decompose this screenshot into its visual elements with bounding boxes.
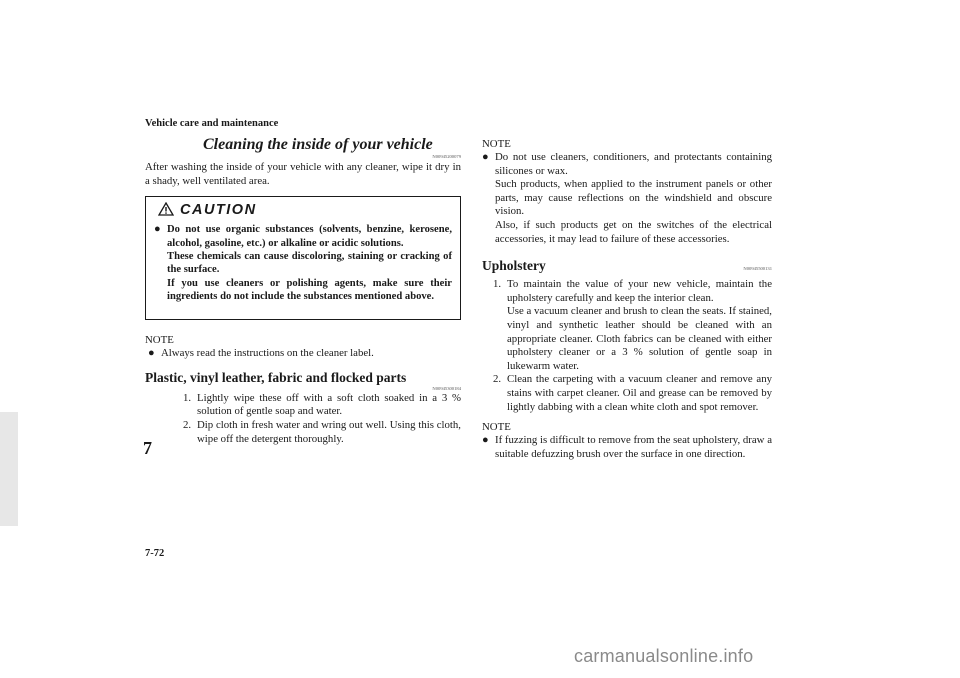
step-item [145, 419, 461, 446]
section-code: N00945300184 [432, 385, 461, 391]
note-text: Always read the instructions on the cleaner label. [161, 347, 374, 360]
caution-header [158, 201, 452, 221]
intro-paragraph: After washing the inside of your vehicle with any cleaner, wipe it dry in a shady, well ventilated area. [145, 161, 461, 187]
note-text: Also, if such products get on the switches of the electrical accessories, it may lead to failure of these accessories. [495, 218, 772, 245]
note-label: NOTE [145, 334, 174, 347]
left-column [145, 136, 461, 446]
step-text: Dip cloth in fresh water and wring out well. Using this cloth, wipe off the detergent thoroughly. [197, 418, 461, 445]
caution-line: These chemicals can cause discoloring, staining or cracking of the surface. [167, 251, 452, 276]
title-code: N00945200079 [432, 154, 461, 159]
step-number: 2. [183, 418, 192, 431]
note-item [482, 151, 772, 246]
step-text: Lightly wipe these off with a soft cloth soaked in a 3 % solution of gentle soap and water. [197, 391, 461, 418]
caution-item [154, 223, 452, 303]
watermark: carmanualsonline.info [574, 646, 754, 666]
caution-box [145, 196, 461, 320]
bullet-icon: ● [482, 434, 489, 447]
caution-line: Do not use organic substances (solvents, benzine, kerosene, alcohol, gasoline, etc.) or alkaline or acidic solutions. [167, 224, 452, 249]
step-item [482, 373, 772, 414]
section-title: Plastic, vinyl leather, fabric and flocked parts [145, 369, 407, 385]
note-item [145, 347, 461, 361]
step-item [145, 392, 461, 419]
page-number: 7-72 [145, 548, 165, 559]
step-text: Clean the carpeting with a vacuum cleaner and remove any stains with carpet cleaner. Oil and grease can be removed by lightly dabbing with a clean white cloth and spot remover. [507, 373, 772, 413]
note-text: If fuzzing is difficult to remove from the seat upholstery, draw a suitable defuzzing brush over the surface in one direction. [495, 434, 772, 460]
warning-triangle-icon [158, 202, 174, 221]
note-text: Such products, when applied to the instrument panels or other parts, may cause reflections on the windshield and obscure vision. [495, 178, 772, 218]
chapter-number: 7 [143, 438, 152, 458]
right-column [482, 138, 772, 461]
chapter-tab [0, 412, 18, 526]
step-number: 1. [183, 391, 192, 404]
note-item [482, 434, 772, 461]
bullet-icon: ● [482, 151, 489, 163]
caution-line: If you use cleaners or polishing agents, make sure their ingredients do not include the substances mentioned above. [167, 277, 452, 303]
step-text: To maintain the value of your new vehicle, maintain the upholstery carefully and keep the interior clean. [507, 278, 772, 304]
note-text: Do not use cleaners, conditioners, and protectants containing silicones or wax. [495, 151, 772, 177]
step-text: Use a vacuum cleaner and brush to clean the seats. If stained, vinyl and synthetic leather should be cleaned with an appropriate cleaner. Cloth fabrics can be cleaned with either upholstery cleaner or a 3 % solution of gentle soap in lukewarm water. [507, 305, 772, 372]
step-number: 2. [493, 373, 502, 386]
note-label: NOTE [482, 138, 511, 150]
note-label: NOTE [482, 421, 511, 434]
section-title: Upholstery [482, 258, 546, 274]
page-title: Cleaning the inside of your vehicle [203, 136, 433, 153]
bullet-icon: ● [154, 223, 161, 236]
step-number: 1. [493, 278, 502, 291]
section-header: Vehicle care and maintenance [145, 118, 279, 129]
caution-title: CAUTION [180, 202, 257, 219]
bullet-icon: ● [148, 347, 155, 360]
section-code: N00945500131 [743, 266, 772, 272]
step-item [482, 278, 772, 373]
